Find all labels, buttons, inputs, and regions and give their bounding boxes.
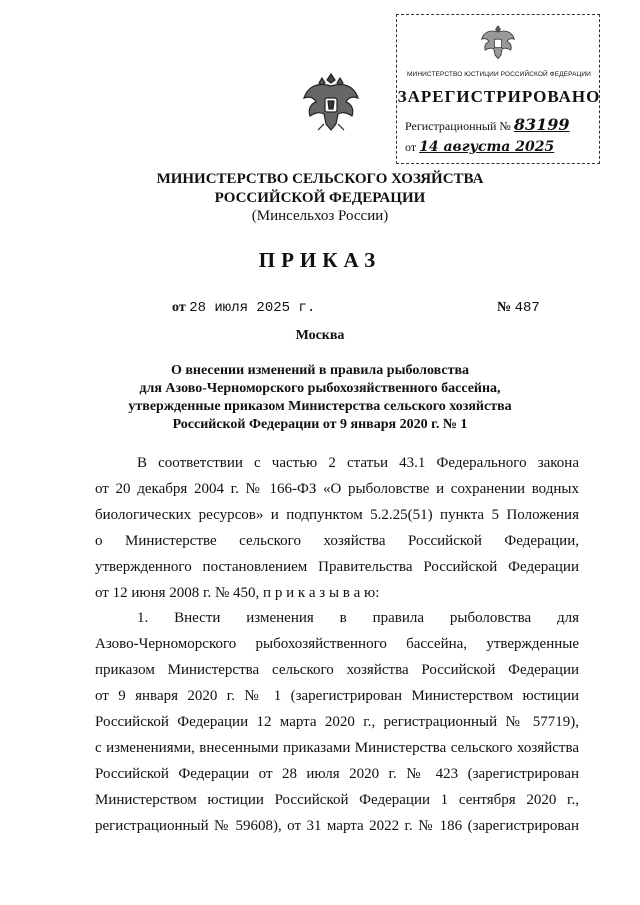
order-city: Москва — [295, 328, 345, 343]
stamp-date-value: 14 августа 2025 — [419, 139, 555, 155]
paragraph-line: от 20 декабря 2004 г. № 166-ФЗ «О рыболовстве и сохранении водных — [95, 481, 579, 497]
ministry-name-line2: РОССИЙСКОЙ ФЕДЕРАЦИИ — [214, 190, 426, 206]
paragraph-line: от 9 января 2020 г. № 1 (зарегистрирован Министерством юстиции — [95, 688, 579, 704]
title-line: для Азово-Черноморского рыбохозяйственного бассейна, — [139, 381, 501, 396]
order-number-value: 487 — [514, 300, 540, 316]
paragraph-line: биологических ресурсов» и подпунктом 5.2.25(51) пункта 5 Положения — [95, 507, 579, 523]
paragraph-line: 1. Внести изменения в правила рыболовства для — [137, 610, 579, 626]
stamp-registered-label: ЗАРЕГИСТРИРОВАНО — [397, 87, 601, 106]
paragraph-line: В соответствии с частью 2 статьи 43.1 Федерального закона — [137, 455, 579, 471]
title-line: Российской Федерации от 9 января 2020 г. № 1 — [172, 417, 468, 432]
paragraph-line: с изменениями, внесенными приказами Министерства сельского хозяйства — [95, 740, 579, 756]
order-number-prefix: № — [497, 300, 512, 315]
stamp-registration-label: Регистрационный № — [405, 119, 511, 133]
paragraph-line: Азово-Черноморского рыбохозяйственного бассейна, утвержденные — [95, 636, 579, 652]
order-title — [0, 362, 640, 434]
ministry-name — [0, 170, 640, 208]
ministry-name-line1: МИНИСТЕРСТВО СЕЛЬСКОГО ХОЗЯЙСТВА — [156, 171, 484, 187]
title-line: утвержденные приказом Министерства сельского хозяйства — [128, 399, 512, 414]
order-date — [172, 300, 315, 316]
coat-of-arms-emblem — [300, 68, 362, 134]
stamp-date-label: от — [405, 140, 417, 154]
paragraph-line: Министерством юстиции Российской Федерации 1 сентября 2020 г., — [95, 792, 579, 808]
document-type-title: ПРИКАЗ — [258, 248, 382, 272]
paragraph-line: от 12 июня 2008 г. № 450, п р и к а з ы в а ю: — [95, 585, 380, 601]
registration-stamp — [396, 14, 600, 164]
paragraph-line: Российской Федерации от 28 июля 2020 г. № 423 (зарегистрирован — [95, 766, 579, 782]
preamble-paragraph — [95, 450, 579, 606]
ministry-short-name: (Минсельхоз России) — [251, 208, 389, 224]
title-line: О внесении изменений в правила рыболовства — [170, 363, 470, 378]
order-date-prefix: от — [172, 300, 186, 315]
paragraph-line: утвержденного постановлением Правительства Российской Федерации — [95, 559, 579, 575]
stamp-ministry-name: МИНИСТЕРСТВО ЮСТИЦИИ РОССИЙСКОЙ ФЕДЕРАЦИИ — [407, 71, 591, 78]
stamp-registration-number: 83199 — [513, 115, 570, 134]
stamp-coat-of-arms-emblem — [479, 21, 517, 61]
paragraph-line: Российской Федерации 12 марта 2020 г., регистрационный № 57719), — [95, 714, 579, 730]
order-date-value: 28 июля 2025 г. — [189, 300, 316, 316]
stamp-date-line — [405, 139, 554, 155]
item-1-paragraph — [95, 605, 579, 839]
order-number — [497, 300, 540, 316]
stamp-registration-line — [405, 115, 570, 134]
paragraph-line: регистрационный № 59608), от 31 марта 2022 г. № 186 (зарегистрирован — [95, 818, 579, 834]
paragraph-line: приказом Министерства сельского хозяйства Российской Федерации — [95, 662, 579, 678]
paragraph-line: о Министерстве сельского хозяйства Российской Федерации, — [95, 533, 579, 549]
